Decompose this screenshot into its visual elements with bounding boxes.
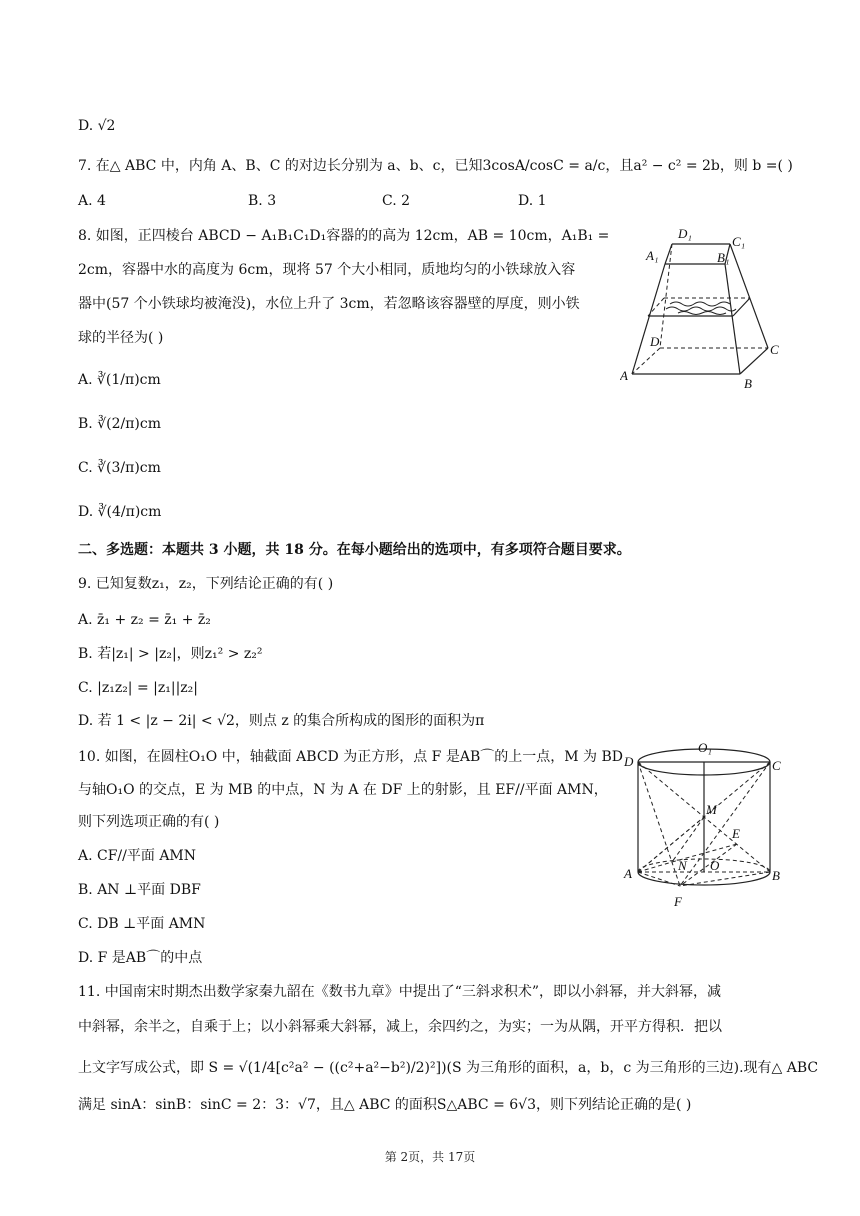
q7-option-c: C. 2 — [382, 193, 411, 209]
q10-cylinder-figure — [620, 738, 790, 914]
q9-option-c: C. |z₁z₂| = |z₁||z₂| — [78, 680, 198, 696]
q8-option-c: C. ∛(3/π)cm — [78, 460, 161, 476]
q10-label-e: E — [732, 826, 740, 841]
q11-stem-line-4: 满足 sinA：sinB：sinC = 2：3：√7，且△ ABC 的面积S△ABC = 6√3，则下列结论正确的是( ) — [78, 1097, 692, 1113]
q8-option-d: D. ∛(4/π)cm — [78, 504, 162, 520]
q10-stem-line-3: 则下列选项正确的有( ) — [78, 814, 220, 830]
q11-stem-line-2: 中斜幂，余半之，自乘于上；以小斜幂乘大斜幂，减上，余四约之，为实；一为从隅，开平方得积．把以 — [78, 1019, 722, 1035]
q8-label-b: B — [744, 376, 752, 391]
q10-label-o1: O₁ — [698, 740, 712, 755]
q10-option-d: D. F 是AB⌒的中点 — [78, 950, 203, 966]
q8-label-a1: A₁ — [646, 248, 659, 263]
q10-label-d: D — [624, 754, 634, 769]
q10-label-o: O — [710, 858, 720, 873]
q10-stem-line-2: 与轴O₁O 的交点，E 为 MB 的中点，N 为 A 在 DF 上的射影，且 EF//平面 AMN， — [78, 782, 608, 798]
q7-option-d: D. 1 — [518, 193, 547, 209]
q11-stem-line-3: 上文字写成公式，即 S = √(1/4[c²a² − ((c²+a²−b²)/2)²])(S 为三角形的面积，a，b，c 为三角形的三边).现有△ ABC — [78, 1060, 819, 1076]
q8-stem-line-2: 2cm，容器中水的高度为 6cm，现将 57 个大小相同，质地均匀的小铁球放入容 — [78, 262, 576, 278]
q8-stem-line-3: 器中(57 个小铁球均被淹没)，水位上升了 3cm，若忽略该容器壁的厚度，则小铁 — [78, 296, 580, 312]
q10-label-f: F — [674, 894, 682, 909]
q10-option-a: A. CF//平面 AMN — [78, 848, 197, 864]
q10-option-c: C. DB ⊥平面 AMN — [78, 916, 206, 932]
q10-option-b: B. AN ⊥平面 DBF — [78, 882, 201, 898]
q11-stem-line-1: 11. 中国南宋时期杰出数学家秦九韶在《数书九章》中提出了“三斜求积术”，即以小斜幂，并大斜幂，减 — [78, 984, 722, 1000]
q9-stem: 9. 已知复数z₁，z₂，下列结论正确的有( ) — [78, 576, 334, 592]
q8-stem-line-4: 球的半径为( ) — [78, 330, 164, 346]
page-footer: 第 2页，共 17页 — [384, 1150, 476, 1164]
q8-label-d: D — [650, 334, 660, 349]
q7-stem: 7. 在△ ABC 中，内角 A、B、C 的对边长分别为 a、b、c，已知3cosA/cosC = a/c，且a² − c² = 2b，则 b =( ) — [78, 158, 793, 174]
q7-option-a: A. 4 — [78, 193, 106, 209]
q10-label-m: M — [706, 802, 717, 817]
q8-option-a: A. ∛(1/π)cm — [78, 372, 161, 388]
q8-frustum-figure — [620, 222, 790, 394]
q8-option-b: B. ∛(2/π)cm — [78, 416, 161, 432]
q8-label-c: C — [770, 342, 779, 357]
q9-option-d: D. 若 1 < |z − 2i| < √2，则点 z 的集合所构成的图形的面积为π — [78, 713, 485, 729]
q8-label-a: A — [620, 368, 628, 383]
q10-stem-line-1: 10. 如图，在圆柱O₁O 中，轴截面 ABCD 为正方形，点 F 是AB⌒的上一点，M 为 BD — [78, 749, 623, 765]
q8-stem-line-1: 8. 如图，正四棱台 ABCD − A₁B₁C₁D₁容器的的高为 12cm，AB = 10cm，A₁B₁ = — [78, 228, 610, 244]
q8-label-b1: B₁ — [717, 250, 730, 265]
q9-option-b: B. 若|z₁| > |z₂|，则z₁² > z₂² — [78, 646, 263, 662]
q8-label-c1: C₁ — [732, 234, 746, 249]
q10-label-n: N — [678, 858, 687, 873]
q8-label-d1: D₁ — [678, 226, 692, 241]
q10-label-c: C — [772, 758, 781, 773]
section-2-title: 二、多选题：本题共 3 小题，共 18 分。在每小题给出的选项中，有多项符合题目要求。 — [78, 542, 631, 558]
q10-label-b: B — [772, 868, 780, 883]
q6-option-d: D. √2 — [78, 118, 116, 134]
q9-option-a: A. z̄₁ + z₂ = z̄₁ + z̄₂ — [78, 612, 211, 628]
q10-label-a: A — [624, 866, 632, 881]
q7-option-b: B. 3 — [248, 193, 277, 209]
